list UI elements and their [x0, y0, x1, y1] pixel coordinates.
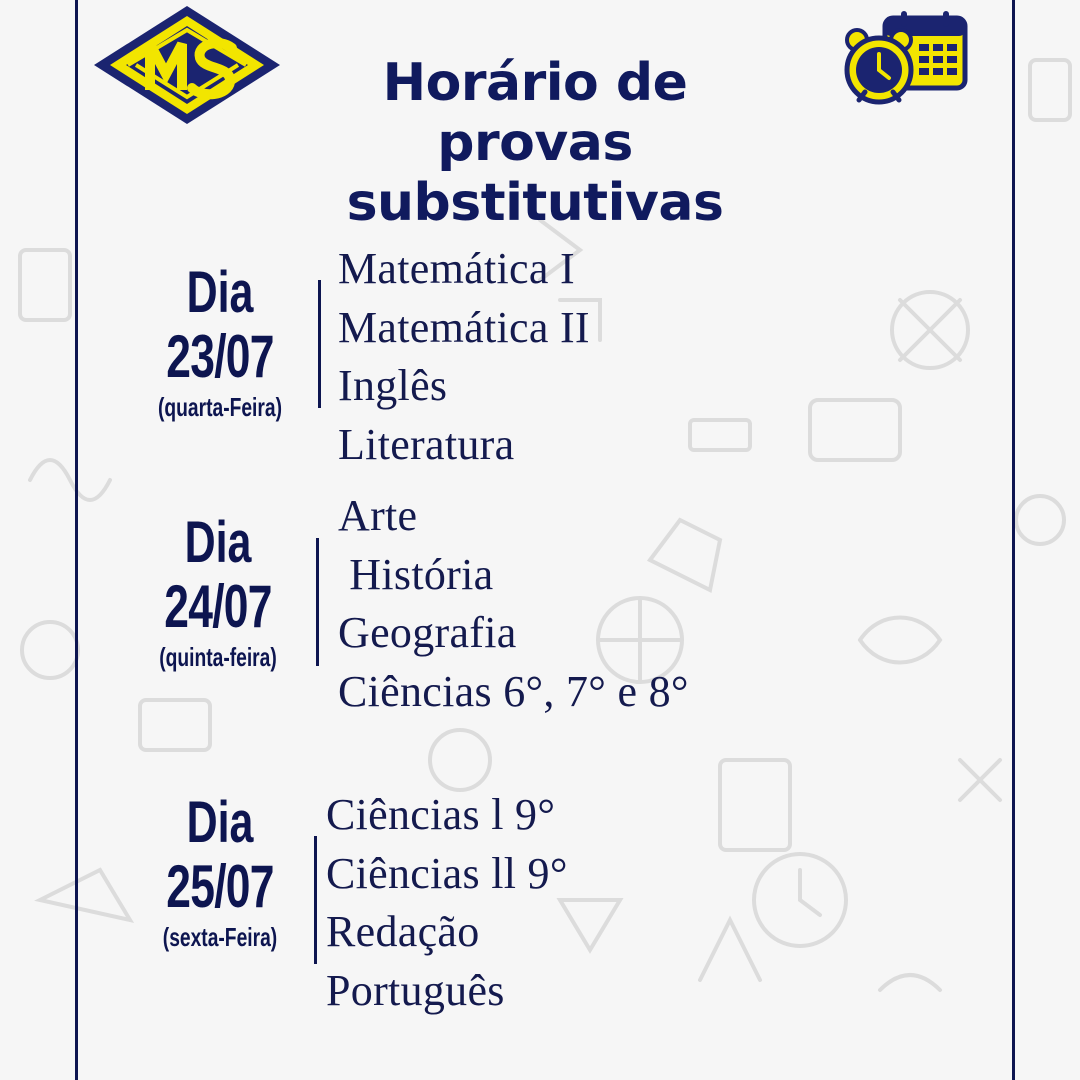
page-title — [300, 53, 770, 233]
day-word: Dia — [186, 790, 254, 855]
subject-item: Matemática I — [338, 244, 575, 293]
calendar-alarm-clock-icon — [843, 10, 969, 106]
title-line-3: substitutivas — [346, 172, 724, 233]
day-date: 23/07 — [166, 323, 274, 390]
subject-item: Matemática II — [338, 302, 590, 352]
day-word: Dia — [184, 510, 252, 575]
frame-right-line — [1012, 0, 1015, 1080]
day-separator-1 — [318, 280, 321, 408]
day-weekday: (sexta-Feira) — [162, 922, 278, 952]
subject-list-1 — [338, 240, 590, 474]
subject-item: Ciências l 9° — [326, 790, 556, 839]
subject-item: Arte — [338, 491, 418, 540]
day-weekday: (quinta-feira) — [159, 642, 277, 672]
day-date: 24/07 — [164, 573, 272, 640]
day-weekday: (quarta-Feira) — [157, 392, 282, 422]
subject-list-2 — [338, 487, 689, 721]
subject-item: Redação — [326, 907, 480, 956]
day-label-2 — [151, 512, 284, 672]
day-separator-2 — [316, 538, 319, 666]
day-label-1 — [153, 262, 286, 422]
frame-left-line — [75, 0, 78, 1080]
day-word: Dia — [186, 260, 254, 325]
day-separator-3 — [314, 836, 317, 964]
title-line-2: provas — [437, 112, 633, 173]
subject-item: Literatura — [338, 419, 515, 469]
subject-item: Português — [326, 965, 505, 1015]
school-logo — [92, 4, 282, 126]
day-label-3 — [153, 792, 286, 952]
subject-item: Inglês — [338, 361, 448, 410]
subject-item: Ciências 6°, 7° e 8° — [338, 666, 689, 716]
subject-item: História — [338, 549, 494, 599]
subject-item: Ciências ll 9° — [326, 848, 568, 898]
subject-list-3 — [326, 786, 568, 1020]
subject-item: Geografia — [338, 608, 517, 657]
title-line-1: Horário de — [382, 52, 688, 113]
day-date: 25/07 — [166, 853, 274, 920]
